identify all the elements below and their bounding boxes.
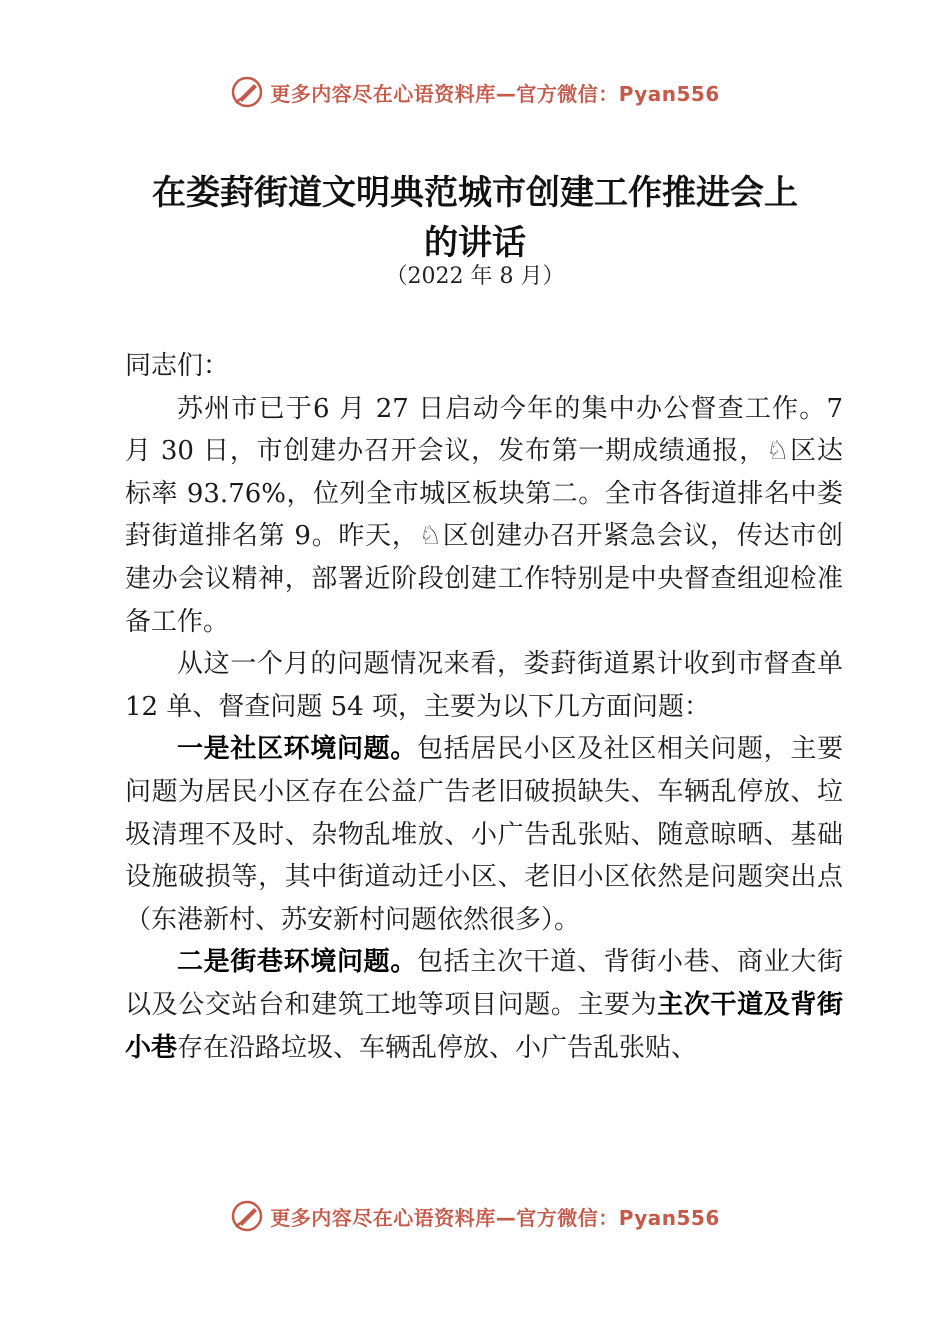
document-body — [125, 345, 843, 1069]
paragraph-2: 从这一个月的问题情况来看，娄葑街道累计收到市督查单 12 单、督查问题 54 项，主要为以下几方面问题： — [125, 649, 843, 722]
banner-text: 更多内容尽在心语资料库—官方微信：Pyan556 — [270, 1205, 720, 1230]
paragraph-4 — [125, 941, 843, 1069]
glyph-icon: ♘ — [418, 521, 442, 552]
paragraph-1 — [125, 388, 843, 644]
document-date: （2022 年 8 月） — [385, 264, 565, 289]
header-watermark-banner — [0, 72, 950, 112]
paragraph-3 — [125, 728, 843, 941]
paragraph-4-heading: 二是街巷环境问题。 — [177, 947, 417, 978]
greeting: 同志们： — [125, 351, 230, 381]
paragraph-1-text-a: 苏州市已于6 月 27 日启动今年的集中办公督查工作。7 月 30 日，市创建办召开会议，发布第一期成绩通报， — [125, 393, 843, 467]
banner-text: 更多内容尽在心语资料库—官方微信：Pyan556 — [270, 81, 720, 106]
paragraph-1-text-b: 区达标率 93.76%，位列全市城区板块第二。全市各街道排名中娄葑街道排名第 9。昨天， — [125, 436, 843, 552]
paragraph-4-emphasis: 主次干道及背街小巷 — [125, 989, 843, 1063]
pen-seal-logo-icon — [230, 1199, 264, 1233]
paragraph-1-text-c: 区创建办召开紧急会议，传达市创建办会议精神，部署近阶段创建工作特别是中央督查组迎检准备工作。 — [125, 521, 843, 637]
title-line-2: 的讲话 — [424, 223, 526, 263]
paragraph-4-text: 包括主次干道、背街小巷、商业大街以及公交站台和建筑工地等项目问题。主要为 — [125, 947, 843, 1020]
glyph-icon: ♘ — [766, 436, 790, 467]
document-title — [120, 168, 830, 268]
paragraph-4-tail: 存在沿路垃圾、车辆乱停放、小广告乱张贴、 — [177, 1032, 698, 1063]
footer-watermark-banner — [0, 1196, 950, 1236]
title-line-1: 在娄葑街道文明典范城市创建工作推进会上 — [152, 173, 798, 213]
paragraph-3-text: 包括居民小区及社区相关问题，主要问题为居民小区存在公益广告老旧破损缺失、车辆乱停放、垃圾清理不及时、杂物乱堆放、小广告乱张贴、随意晾晒、基础设施破损等，其中街道动迁小区、老旧小区依然是问题突出点（东港新村、苏安新村问题依然很多）。 — [125, 734, 843, 935]
paragraph-3-heading: 一是社区环境问题。 — [177, 734, 417, 765]
pen-seal-logo-icon — [230, 75, 264, 109]
